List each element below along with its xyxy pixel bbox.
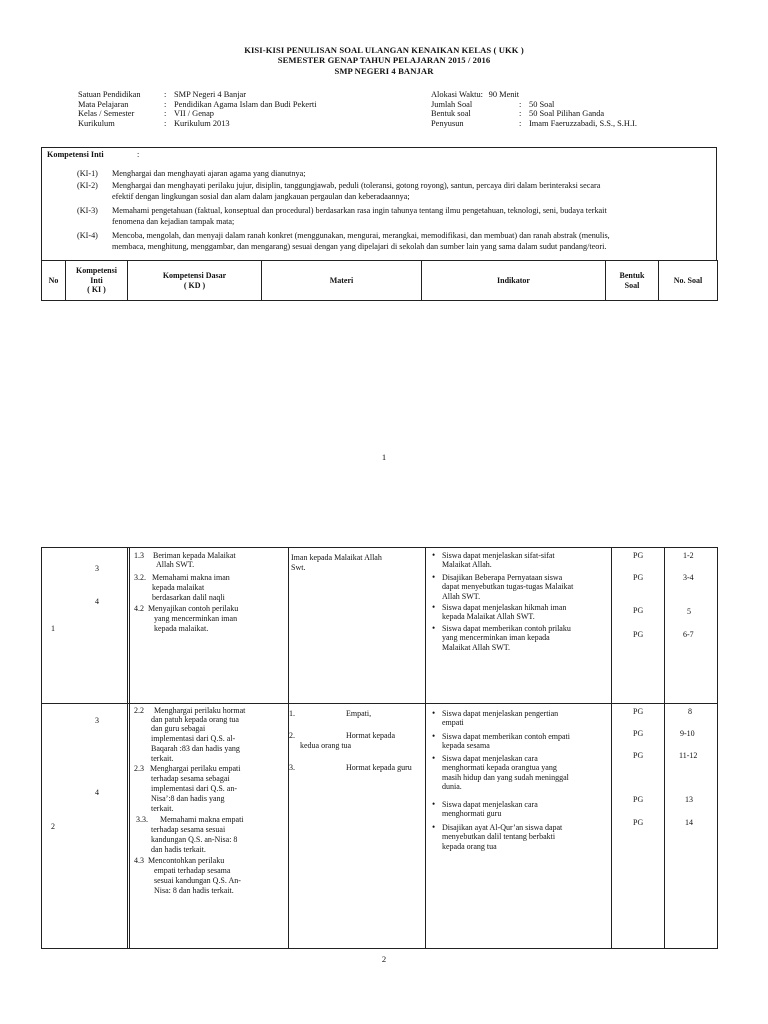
list-item: • Disajikan Beberapa Pernyataan siswa dapat menyebutkan tugas-tugas Malaikat Allah SWT. bbox=[442, 573, 573, 601]
ki-text: membaca, menghitung, menggambar, dan mengarang) sesuai dengan yang dipelajari di sekolah dan sumber lain yang sama dalam sudut pandang/teori. bbox=[112, 242, 607, 251]
row-2-no-ki bbox=[42, 704, 128, 949]
header-kd: Kompetensi Dasar ( KD ) bbox=[128, 261, 262, 301]
meta-label: Penyusun bbox=[431, 119, 464, 129]
row-ki: 4 bbox=[95, 597, 99, 606]
header-no: No bbox=[42, 261, 66, 301]
meta-label: Kurikulum bbox=[78, 119, 115, 129]
list-item: • Disajikan ayat Al-Qur’an siswa dapat menyebutkan dalil tentang berbakti kepada orang tua bbox=[442, 823, 562, 851]
row-2-no-soal: 8 9-10 11-12 13 14 bbox=[665, 704, 718, 949]
row-no: 2 bbox=[51, 822, 55, 831]
ki-code: (KI-2) bbox=[77, 181, 98, 190]
page-number-1: 1 bbox=[381, 452, 387, 462]
list-item: • Siswa dapat menjelaskan sifat-sifat Malaikat Allah. bbox=[442, 551, 555, 570]
meta-label: Alokasi Waktu bbox=[431, 90, 481, 99]
ki-text: Menghargai dan menghayati ajaran agama yang dianutnya; bbox=[112, 169, 306, 178]
list-item: • Siswa dapat menjelaskan cara menghormati kepada orangtua yang masih hidup dan yang sudah meninggal dunia. bbox=[442, 754, 569, 792]
ki-text: fenomena dan kejadian tampak mata; bbox=[112, 217, 235, 226]
meta-left: Satuan Pendidikan : SMP Negeri 4 Banjar Mata Pelajaran : Pendidikan Agama Islam dan Budi Pekerti Kelas / Semester : VII / Genap Kurikulum : Kurikulum 2013 bbox=[78, 90, 317, 129]
doc-title-line1: KISI-KISI PENULISAN SOAL ULANGAN KENAIKAN KELAS ( UKK ) bbox=[244, 45, 524, 55]
row-1-indikator bbox=[426, 548, 612, 704]
kompetensi-inti-colon: : bbox=[137, 150, 140, 159]
meta-value: SMP Negeri 4 Banjar bbox=[174, 90, 247, 99]
meta-label: Bentuk soal bbox=[431, 109, 471, 119]
meta-label: Kelas / Semester bbox=[78, 109, 135, 119]
row-2-materi: 1. Empati, 2. Hormat kepada kedua orang tua 3. Hormat kepada guru bbox=[289, 704, 426, 949]
ki-text: Menghargai dan menghayati perilaku jujur, disiplin, tanggungjawab, peduli (toleransi, gotong royong), santun, percaya diri dalam berinteraksi secara bbox=[112, 181, 601, 190]
kompetensi-inti-box bbox=[41, 147, 717, 261]
meta-value: VII / Genap bbox=[174, 109, 214, 119]
doc-title-line2: SEMESTER GENAP TAHUN PELAJARAN 2015 / 2016 bbox=[277, 55, 491, 65]
ki-text: Mencoba, mengolah, dan menyaji dalam ranah konkret (menggunakan, mengurai, merangkai, memodifikasi, dan membuat) dan ranah abstrak (menulis, bbox=[112, 231, 610, 240]
table-row bbox=[42, 704, 718, 949]
list-item: • Siswa dapat memberikan contoh empati kepada sesama bbox=[442, 732, 570, 751]
row-ki: 3 bbox=[95, 564, 99, 573]
header-indikator: Indikator bbox=[422, 261, 606, 301]
meta-value: 50 Soal Pilihan Ganda bbox=[529, 109, 605, 119]
row-1-bentuk: PG PG PG PG bbox=[612, 548, 665, 704]
row-ki: 4 bbox=[95, 788, 99, 797]
meta-label: Satuan Pendidikan bbox=[78, 90, 141, 99]
row-1-no-soal: 1-2 3-4 5 6-7 bbox=[665, 548, 718, 704]
meta-value: Kurikulum 2013 bbox=[174, 119, 230, 129]
meta-value: Imam Faeruzzabadi, S.S., S.H.I. bbox=[529, 119, 637, 129]
meta-value: 50 Soal bbox=[529, 99, 555, 109]
ki-code: (KI-3) bbox=[77, 206, 98, 215]
meta-value: 90 Menit bbox=[488, 90, 520, 99]
meta-label: Jumlah Soal bbox=[431, 99, 473, 109]
header-materi: Materi bbox=[262, 261, 422, 301]
list-item: • Siswa dapat memberikan contoh prilaku yang mencerminkan iman kepada Malaikat Allah SWT. bbox=[442, 624, 571, 652]
header-bentuk-soal: Bentuk Soal bbox=[606, 261, 659, 301]
meta-label: Mata Pelajaran bbox=[78, 99, 129, 109]
list-item: • Siswa dapat menjelaskan cara menghormati guru bbox=[442, 800, 538, 819]
row-no: 1 bbox=[51, 624, 55, 633]
row-2-bentuk: PG PG PG PG PG bbox=[612, 704, 665, 949]
meta-value: Pendidikan Agama Islam dan Budi Pekerti bbox=[174, 99, 317, 109]
ki-text: Memahami pengetahuan (faktual, konseptual dan procedural) berdasarkan rasa ingin tahunya tentang ilmu pengetahuan, teknologi, seni, budaya terkait bbox=[112, 206, 607, 215]
ki-text: efektif dengan lingkungan sosial dan alam dalam jangkauan pergaulan dan keberadaannya; bbox=[112, 192, 410, 201]
row-1-materi: Iman kepada Malaikat Allah Swt. bbox=[289, 548, 426, 704]
page-number-2: 2 bbox=[381, 954, 387, 964]
row-1-no-ki bbox=[42, 548, 128, 704]
meta-right: Alokasi Waktu : 90 Menit Jumlah Soal : 50 Soal Bentuk soal : 50 Soal Pilihan Ganda Penyusun : Imam Faeruzzabadi, S.S., S.H.I. bbox=[431, 90, 637, 129]
content-table bbox=[41, 547, 718, 949]
row-1-kd: 1.3 Beriman kepada Malaikat Allah SWT. 3.2. Memahami makna iman kepada malaikat berdasarkan dalil naqli 4.2 Menyajikan contoh perilaku yang mencerminkan iman kepada malaikat. bbox=[130, 548, 289, 704]
ki-code: (KI-4) bbox=[77, 231, 98, 240]
list-item: • Siswa dapat menjelaskan pengertian empati bbox=[442, 709, 558, 728]
table-header bbox=[41, 260, 718, 301]
row-2-indikator bbox=[426, 704, 612, 949]
ki-code: (KI-1) bbox=[77, 169, 98, 178]
header-no-soal: No. Soal bbox=[659, 261, 718, 301]
row-2-kd: 2.2 Menghargai perilaku hormat dan patuh kepada orang tua dan guru sebagai implementasi dari Q.S. al- Baqarah :83 dan hadis yang terkait. 2.3 Menghargai perilaku empati terhadap sesama sebagai implementasi dari Q.S. an- Nisa’:8 dan hadis yang terkait. 3.3. Memahami makna empati terhadap sesama sesuai kandungan Q.S. an-Nisa: 8 dan hadis terkait. 4.3 Mencontohkan perilaku empati terhadap sesama sesuai kandungan Q.S. An- Nisa: 8 dan hadis terkait. bbox=[130, 704, 289, 949]
kompetensi-inti-heading: Kompetensi Inti bbox=[47, 150, 104, 159]
row-ki: 3 bbox=[95, 716, 99, 725]
table-row bbox=[42, 548, 718, 704]
doc-title-line3: SMP NEGERI 4 BANJAR bbox=[334, 66, 434, 76]
list-item: • Siswa dapat menjelaskan hikmah iman kepada Malaikat Allah SWT. bbox=[442, 603, 566, 622]
header-ki: Kompetensi Inti ( KI ) bbox=[66, 261, 128, 301]
